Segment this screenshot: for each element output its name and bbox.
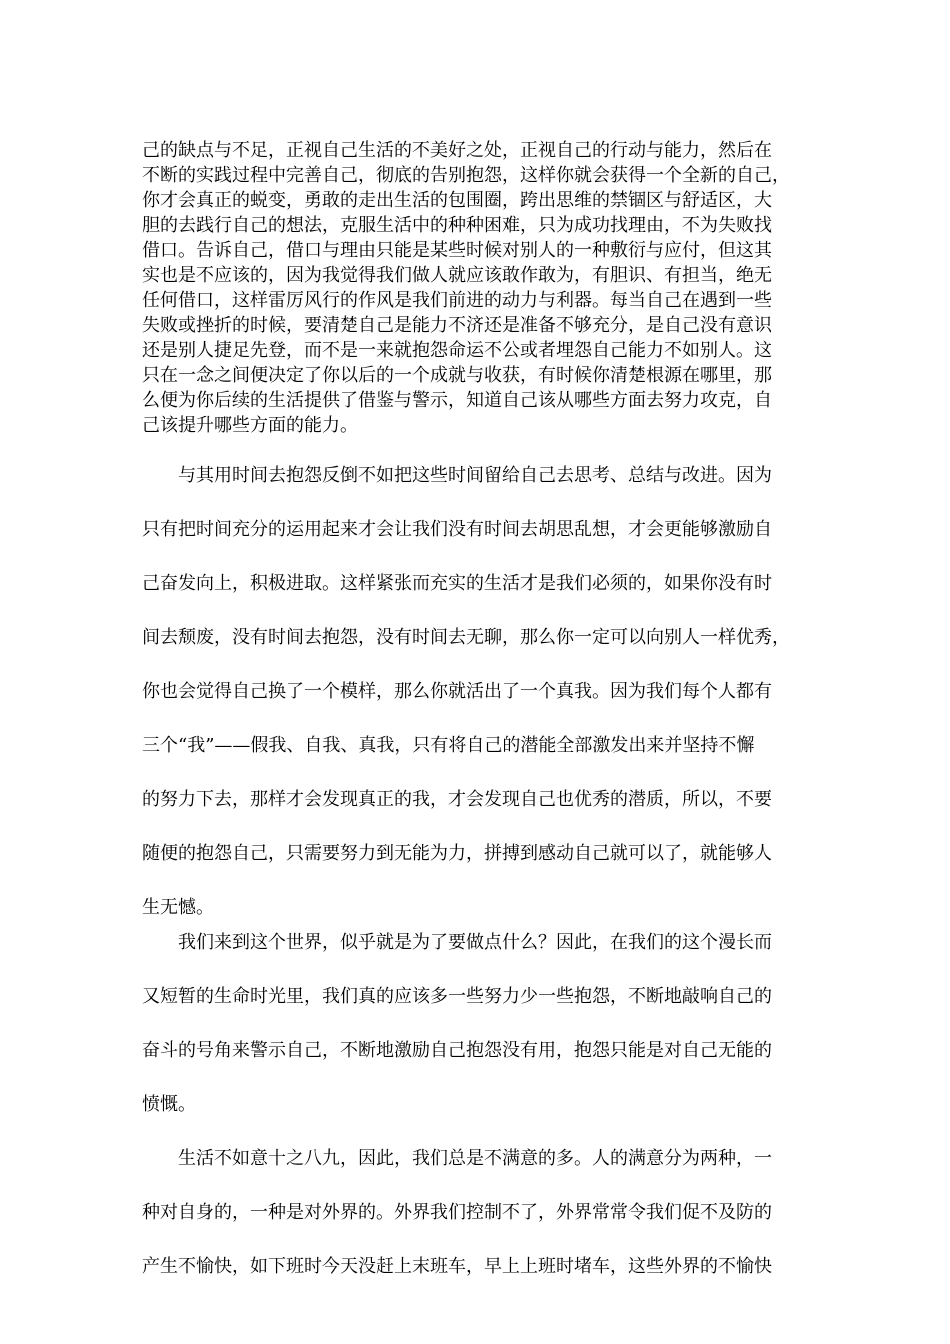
paragraph-2 — [142, 449, 820, 935]
paragraph-1-line: 还是别人捷足先登，而不是一来就抱怨命运不公或者埋怨自己能力不如别人。这 — [142, 340, 772, 361]
paragraph-4 — [142, 1132, 820, 1294]
paragraph-2-line: 你也会觉得自己换了一个模样，那么你就活出了一个真我。因为我们每个人都有 — [142, 681, 772, 702]
paragraph-4-line: 产生不愉快，如下班时今天没赶上末班车，早上上班时堵车，这些外界的不愉快 — [142, 1256, 772, 1277]
paragraph-2-line: 只有把时间充分的运用起来才会让我们没有时间去胡思乱想，才会更能够激励自 — [142, 519, 772, 540]
paragraph-1-line: 你才会真正的蜕变，勇敢的走出生活的包围圈，跨出思维的禁锢区与舒适区，大 — [142, 190, 772, 211]
paragraph-1-line: 任何借口，这样雷厉风行的作风是我们前进的动力与利器。每当自己在遇到一些 — [142, 290, 772, 311]
paragraph-2-line: 己奋发向上，积极进取。这样紧张而充实的生活才是我们必须的，如果你没有时 — [142, 573, 772, 594]
paragraph-1-line: 己该提升哪些方面的能力。 — [142, 415, 358, 436]
paragraph-3-line: 奋斗的号角来警示自己，不断地激励自己抱怨没有用，抱怨只能是对自己无能的 — [142, 1040, 772, 1061]
paragraph-1 — [142, 138, 820, 438]
paragraph-3-line: 我们来到这个世界，似乎就是为了要做点什么？因此，在我们的这个漫长而 — [178, 932, 772, 953]
paragraph-2-line: 的努力下去，那样才会发现真正的我，才会发现自己也优秀的潜质，所以，不要 — [142, 789, 772, 810]
paragraph-1-line: 不断的实践过程中完善自己，彻底的告别抱怨，这样你就会获得一个全新的自己， — [142, 165, 790, 186]
paragraph-3 — [142, 916, 820, 1132]
paragraph-1-line: 只在一念之间便决定了你以后的一个成就与收获，有时候你清楚根源在哪里，那 — [142, 365, 772, 386]
paragraph-1-line: 胆的去践行自己的想法，克服生活中的种种困难，只为成功找理由，不为失败找 — [142, 215, 772, 236]
paragraph-1-line: 实也是不应该的，因为我觉得我们做人就应该敢作敢为，有胆识、有担当，绝无 — [142, 265, 772, 286]
paragraph-2-line: 生无憾。 — [142, 897, 214, 918]
paragraph-3-line: 愤慨。 — [142, 1094, 196, 1115]
paragraph-1-line: 借口。告诉自己，借口与理由只能是某些时候对别人的一种敷衍与应付，但这其 — [142, 240, 772, 261]
paragraph-1-line: 失败或挫折的时候，要清楚自己是能力不济还是准备不够充分，是自己没有意识 — [142, 315, 772, 336]
paragraph-2-line: 与其用时间去抱怨反倒不如把这些时间留给自己去思考、总结与改进。因为 — [178, 465, 772, 486]
paragraph-2-line: 间去颓废，没有时间去抱怨，没有时间去无聊，那么你一定可以向别人一样优秀， — [142, 627, 790, 648]
paragraph-4-line: 种对自身的，一种是对外界的。外界我们控制不了，外界常常令我们促不及防的 — [142, 1202, 772, 1223]
paragraph-1-line: 己的缺点与不足，正视自己生活的不美好之处，正视自己的行动与能力，然后在 — [142, 140, 772, 161]
paragraph-2-line: 三个“我”——假我、自我、真我，只有将自己的潜能全部激发出来并坚持不懈 — [142, 735, 755, 756]
paragraph-1-line: 么便为你后续的生活提供了借鉴与警示，知道自己该从哪些方面去努力攻克，自 — [142, 390, 772, 411]
paragraph-2-line: 随便的抱怨自己，只需要努力到无能为力，拼搏到感动自己就可以了，就能够人 — [142, 843, 772, 864]
paragraph-3-line: 又短暂的生命时光里，我们真的应该多一些努力少一些抱怨，不断地敲响自己的 — [142, 986, 772, 1007]
paragraph-4-line: 生活不如意十之八九，因此，我们总是不满意的多。人的满意分为两种，一 — [178, 1148, 772, 1169]
